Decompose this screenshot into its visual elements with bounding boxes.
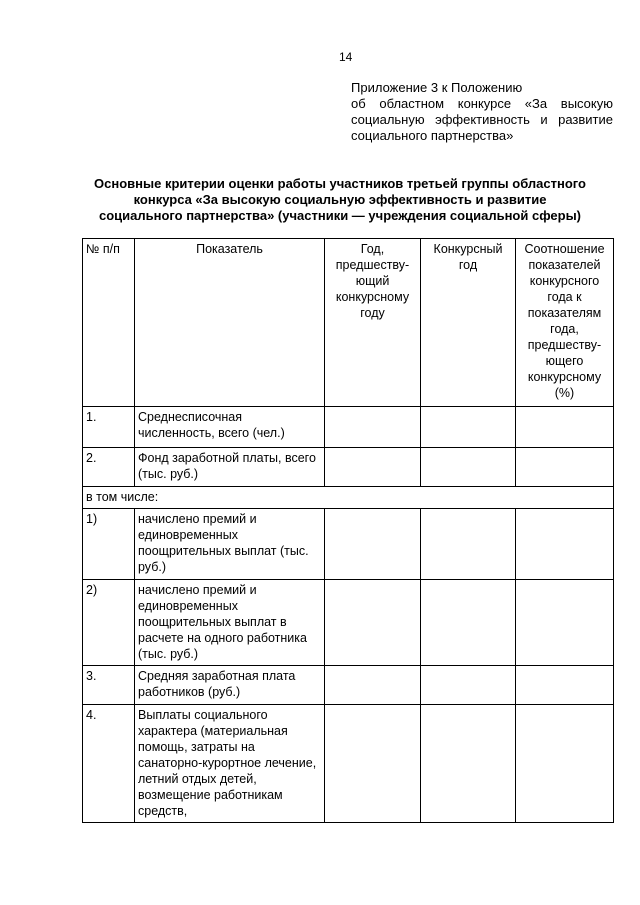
row-indicator: начислено премий и единовременных поощрительных выплат (тыс. руб.) (135, 509, 325, 580)
title-line-2: конкурса «За высокую социальную эффективность и развитие (133, 192, 547, 207)
row-ratio-cell (516, 509, 614, 580)
row-indicator: Фонд заработной платы, всего (тыс. руб.) (135, 448, 325, 487)
subheader-label: в том числе: (83, 487, 614, 509)
appendix-line-4: социального партнерства» (351, 128, 514, 143)
row-prev-year-cell (325, 666, 421, 705)
header-indicator: Показатель (135, 239, 325, 407)
document-title (60, 176, 620, 224)
row-prev-year-cell (325, 407, 421, 448)
row-contest-year-cell (421, 448, 516, 487)
row-num: 4. (83, 705, 135, 823)
row-prev-year-cell (325, 509, 421, 580)
table-row (83, 580, 614, 666)
row-prev-year-cell (325, 448, 421, 487)
header-ratio: Соотношение показателей конкурсного года к показателям года, предшеству-ющего конкурсному (%) (516, 239, 614, 407)
header-contest-year: Конкурсный год (421, 239, 516, 407)
row-contest-year-cell (421, 580, 516, 666)
row-contest-year-cell (421, 705, 516, 823)
row-indicator: Среднесписочная численность, всего (чел.) (135, 407, 325, 448)
row-num: 3. (83, 666, 135, 705)
row-ratio-cell (516, 407, 614, 448)
row-indicator: начислено премий и единовременных поощрительных выплат в расчете на одного работника (тыс. руб.) (135, 580, 325, 666)
table-row (83, 448, 614, 487)
row-contest-year-cell (421, 407, 516, 448)
table-subheader-row (83, 487, 614, 509)
row-indicator: Средняя заработная плата работников (руб.) (135, 666, 325, 705)
table-row (83, 705, 614, 823)
row-ratio-cell (516, 705, 614, 823)
table-row (83, 666, 614, 705)
appendix-line-3: социальную эффективность и развитие (351, 112, 613, 127)
table-header-row (83, 239, 614, 407)
row-indicator: Выплаты социального характера (материальная помощь, затраты на санаторно-курортное лечение, летний отдых детей, возмещение работникам средств, (135, 705, 325, 823)
row-ratio-cell (516, 580, 614, 666)
row-ratio-cell (516, 666, 614, 705)
row-num: 1) (83, 509, 135, 580)
title-line-1: Основные критерии оценки работы участников третьей группы областного (94, 176, 586, 191)
row-contest-year-cell (421, 509, 516, 580)
row-num: 2. (83, 448, 135, 487)
row-contest-year-cell (421, 666, 516, 705)
row-prev-year-cell (325, 705, 421, 823)
appendix-line-2: об областном конкурсе «За высокую (351, 96, 613, 111)
row-prev-year-cell (325, 580, 421, 666)
row-num: 1. (83, 407, 135, 448)
appendix-note (351, 80, 613, 144)
page-number: 14 (339, 50, 353, 64)
row-num: 2) (83, 580, 135, 666)
table-row (83, 407, 614, 448)
title-line-3: социального партнерства» (участники — учреждения социальной сферы) (98, 208, 582, 223)
table-row (83, 509, 614, 580)
appendix-line-1: Приложение 3 к Положению (351, 80, 523, 95)
header-num: № п/п (83, 239, 135, 407)
criteria-table (82, 238, 614, 823)
header-prev-year: Год, предшеству-ющий конкурсному году (325, 239, 421, 407)
row-ratio-cell (516, 448, 614, 487)
